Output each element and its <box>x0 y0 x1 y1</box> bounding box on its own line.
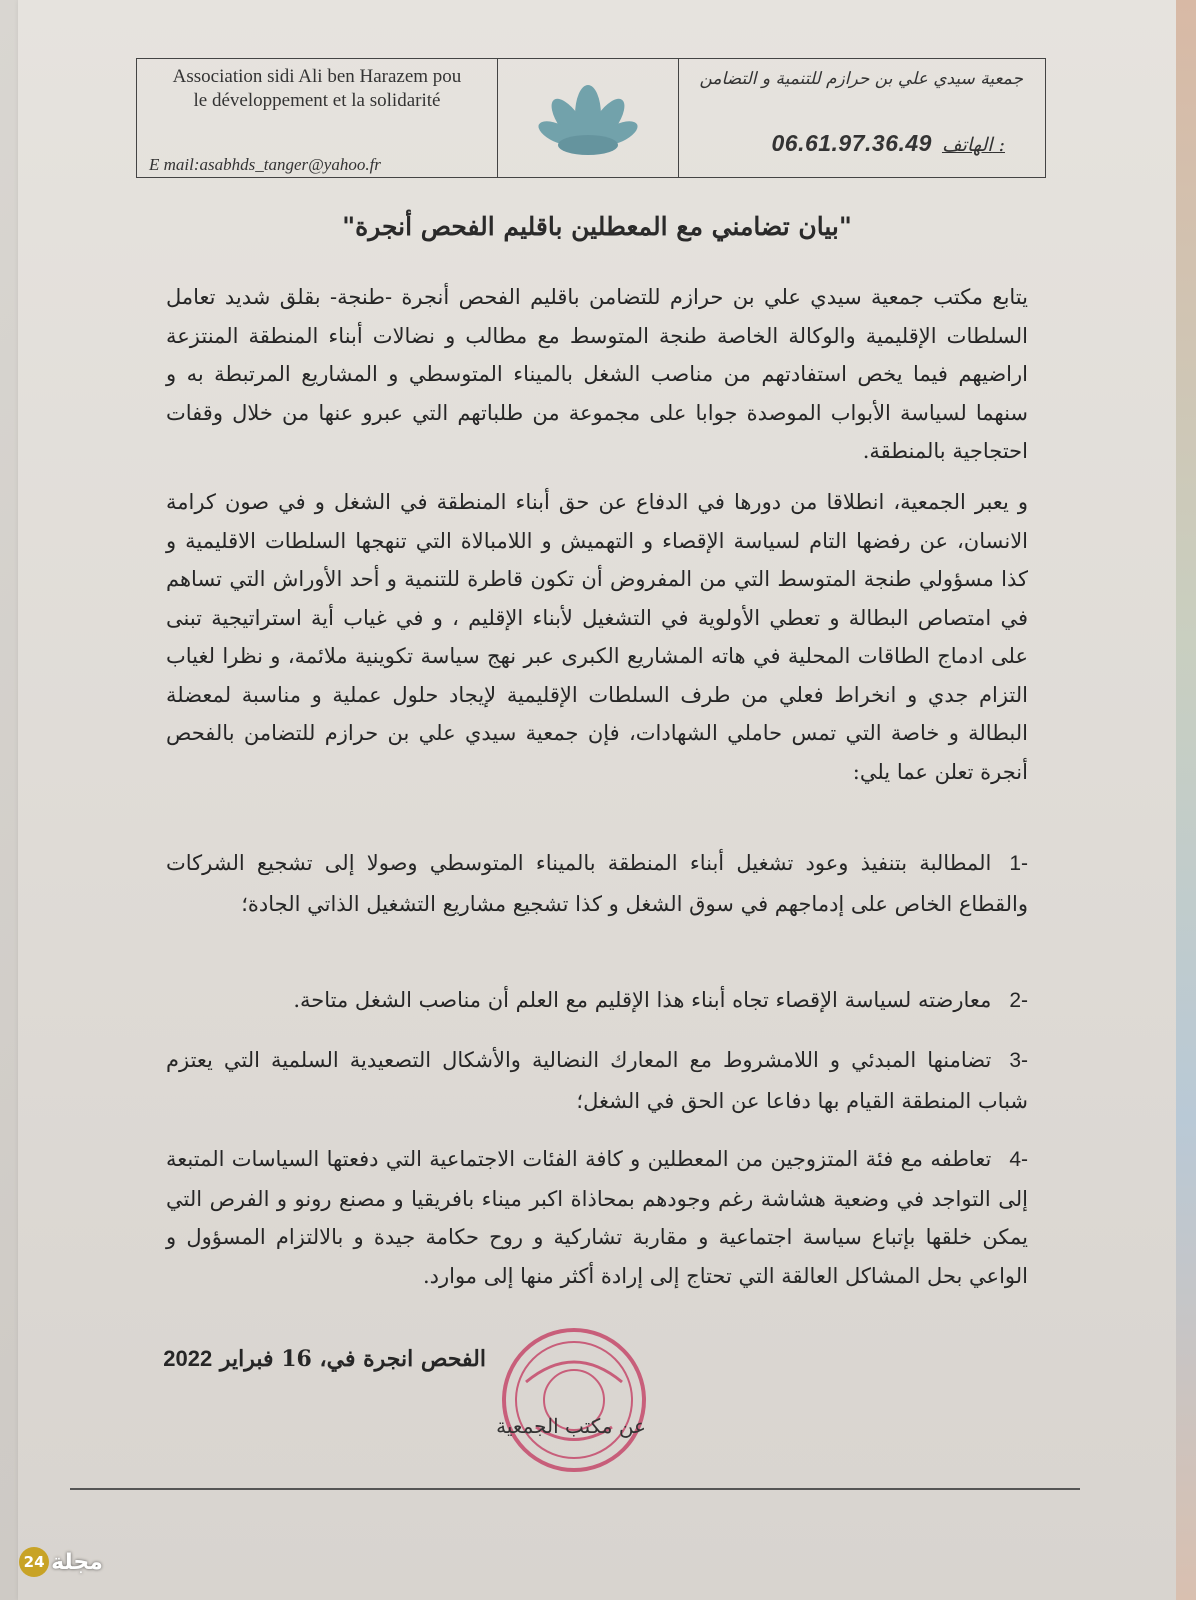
list-item-number: -2 <box>1009 989 1028 1012</box>
list-item-number: -3 <box>1009 1049 1028 1072</box>
phone-line <box>771 130 1005 157</box>
watermark-number: 24 <box>19 1547 49 1577</box>
letterhead-french <box>137 59 498 177</box>
list-item-number: -4 <box>1009 1148 1028 1171</box>
association-name-fr: Association sidi Ali ben Harazem pou le développement et la solidarité <box>172 66 462 111</box>
email-address: E mail:asabhds_tanger@yahoo.fr <box>149 155 381 174</box>
place-date-text: الفحص انجرة في، 16 فبراير <box>219 1346 486 1372</box>
paragraph-2: و يعبر الجمعية، انطلاقا من دورها في الدفاع عن حق أبناء المنطقة في الشغل و في صون كرامة الانسان، عن رفضها التام لسياسة الإقصاء و التهميش و اللامبالاة التي تنهجها السلطات الاقليمية و كذا مسؤولي طنجة المتوسط التي من المفروض أن تكون قاطرة للتنمية و أحد الأوراش التي تساهم في امتصاص البطالة و تعطي الأولوية في التشغيل لأبناء الإقليم ، و في غياب أية استراتيجية تبنى على ادماج الطاقات المحلية في هاته المشاريع الكبرى عبر نهج سياسة تكوينية ملائمة، و نظرا لغياب التزام جدي و انخراط فعلي من طرف السلطات الإقليمية لإيجاد حلول عملية و مناسبة لمعضلة البطالة و خاصة التي تمس حاملي الشهادات، فإن جمعية سيدي علي بن حرازم للتضامن بالفحص أنجرة تعلن عما يلي: <box>166 490 1028 784</box>
phone-number: 06.61.97.36.49 <box>771 130 932 156</box>
phone-label: الهاتف : <box>941 134 1005 156</box>
paragraph-1: يتابع مكتب جمعية سيدي علي بن حرازم للتضامن باقليم الفحص أنجرة -طنجة- بقلق شديد تعامل السلطات الإقليمية والوكالة الخاصة طنجة المتوسط مع مطالب و نضالات أبناء المنطقة المنتزعة اراضيهم فيما يخص استفادتهم من مناصب الشغل بالميناء المتوسطي و المشاريع المرتبطة به و سنهما لسياسة الأبواب الموصدة جوابا على مجموعة من طلباتهم التي عبرو عنها من خلال وقفات احتجاجية بالمنطقة. <box>166 285 1028 463</box>
list-item <box>166 1040 1028 1121</box>
list-item-number: -1 <box>1009 852 1028 875</box>
site-watermark <box>0 1540 120 1584</box>
statement-title: "بيان تضامني مع المعطلين باقليم الفحص أنجرة" <box>342 212 852 241</box>
document-page <box>18 0 1176 1600</box>
signature-label: عن مكتب الجمعية <box>496 1414 646 1438</box>
list-item-text: تضامنها المبدئي و اللامشروط مع المعارك النضالية والأشكال التصعيدية السلمية التي يعتزم شباب المنطقة القيام بها دفاعا عن الحق في الشغل؛ <box>166 1048 1028 1113</box>
date-year: 2022 <box>163 1346 213 1371</box>
list-item-text: المطالبة بتنفيذ وعود تشغيل أبناء المنطقة بالميناء المتوسطي وصولا إلى تشجيع الشركات والقطاع الخاص على إدماجهم في سوق الشغل و كذا تشجيع مشاريع التشغيل الذاتي الجادة؛ <box>166 851 1028 916</box>
list-item <box>166 843 1028 924</box>
letterhead-arabic <box>679 59 1045 177</box>
place-and-date <box>163 1346 486 1372</box>
lotus-flower-icon <box>533 73 643 163</box>
letterhead <box>136 58 1046 178</box>
association-name-ar: جمعية سيدي علي بن حرازم للتنمية و التضامن <box>699 69 1023 89</box>
list-item-text: تعاطفه مع فئة المتزوجين من المعطلين و كافة الفئات الاجتماعية التي دفعتها السياسات المتبعة إلى التواجد في وضعية هشاشة رغم وجودهم بمحاذاة اكبر ميناء بافريقيا و مصنع رونو و الفرص التي يمكن خلقها بإتباع سياسة اجتماعية و مقاربة تشاركية و روح حكامة جيدة و بالالتزام المسؤول و الواعي بحل المشاكل العالقة التي تحتاج إلى إرادة أكثر منها إلى موارد. <box>166 1147 1028 1288</box>
list-item <box>166 980 1028 1021</box>
list-item <box>166 1140 1028 1295</box>
letterhead-logo <box>498 59 679 177</box>
watermark-text: مجلة <box>51 1549 103 1575</box>
footer-divider <box>70 1488 1080 1490</box>
list-item-text: معارضته لسياسة الإقصاء تجاه أبناء هذا الإقليم مع العلم أن مناصب الشغل متاحة. <box>293 988 992 1012</box>
association-stamp-icon <box>496 1322 652 1478</box>
background-edge <box>1176 0 1196 1600</box>
